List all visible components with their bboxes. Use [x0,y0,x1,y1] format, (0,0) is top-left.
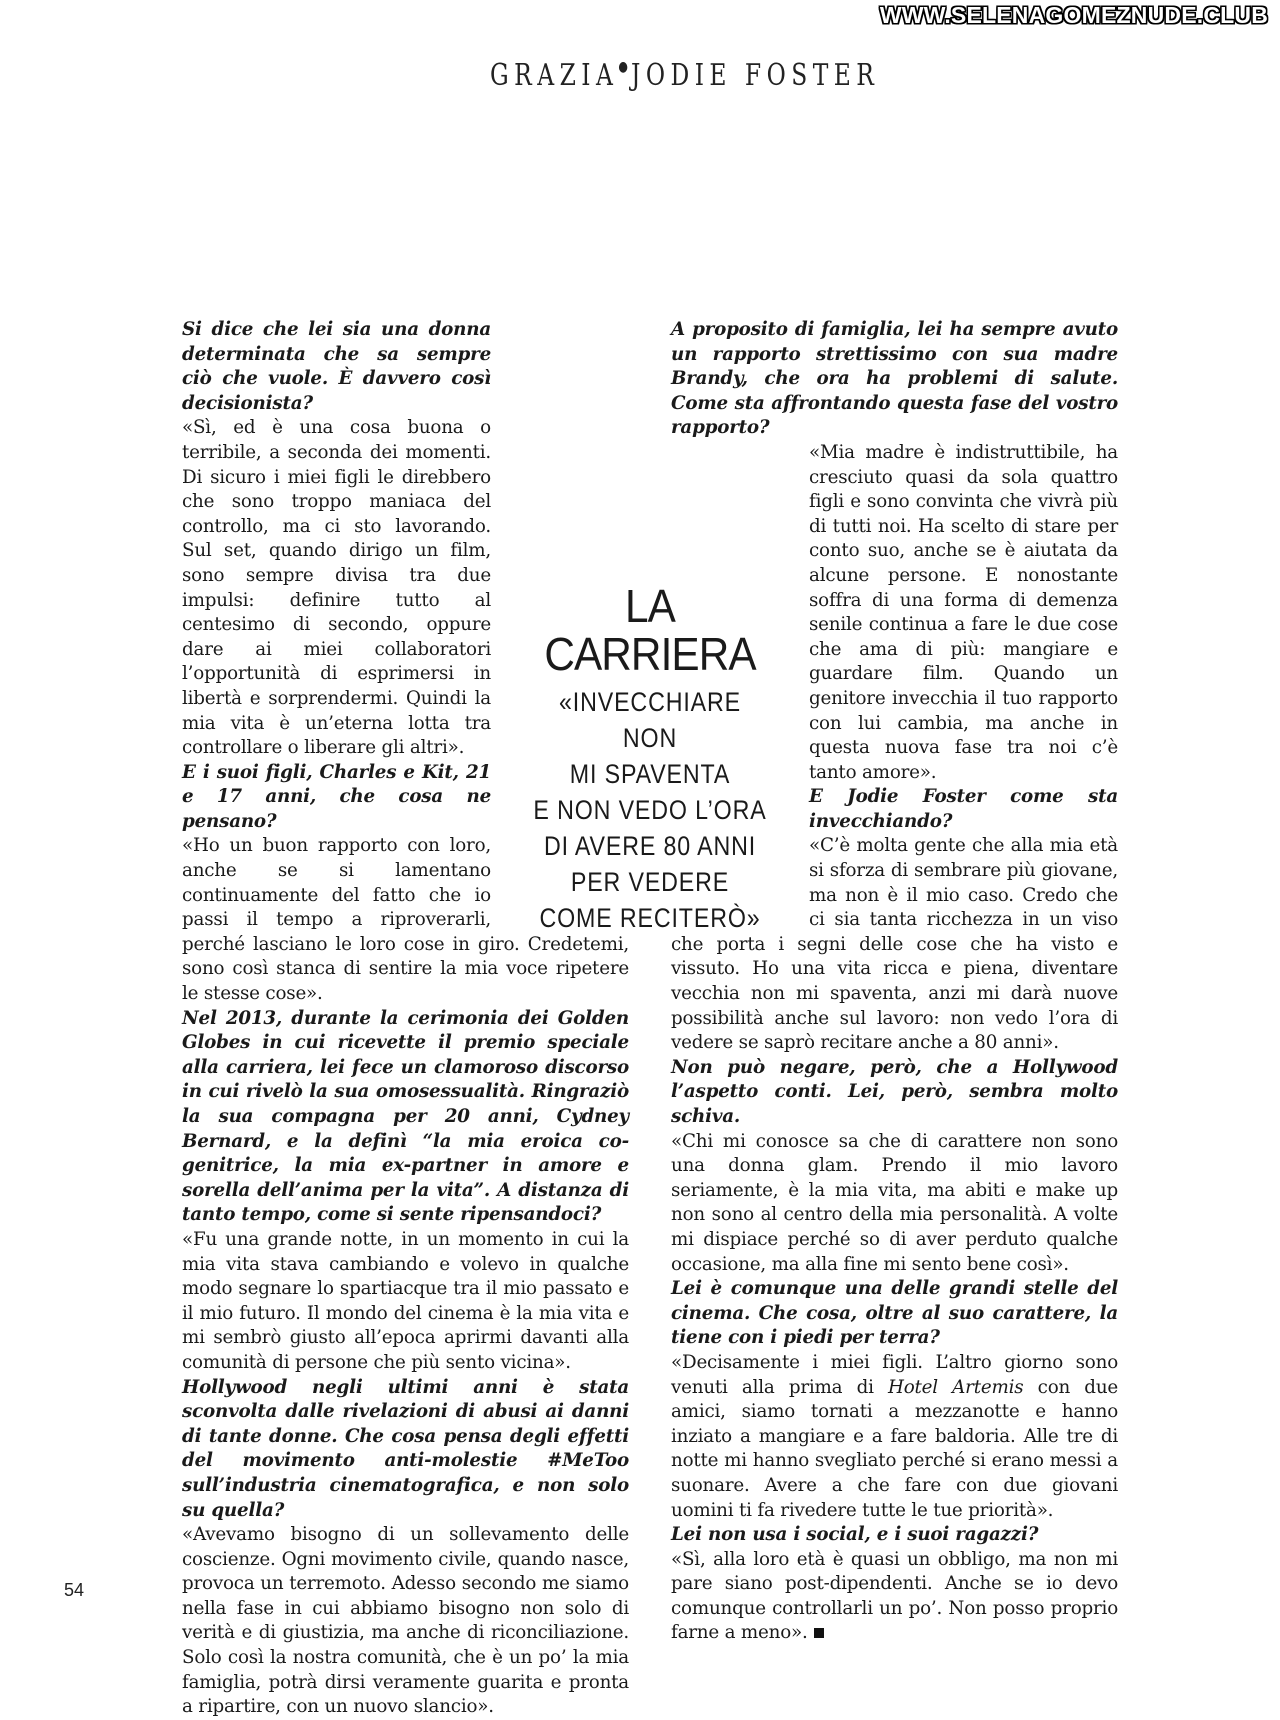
answer: «C’è molta gente che alla mia età si sforza di sembrare più giovane, ma non è il mio caso. Credo che ci sia tanta ricchezza in un viso che porta i segni delle cose che ha visto e vissuto. Ho una vita ricca e piena, diventare vecchia non mi spaventa, anzi mi darà nuove possibilità anche sul lavoro: non vedo l’ora di vedere se saprò recitare anche a 80 anni». [671,835,1118,1054]
answer: «Mia madre è indistruttibile, ha cresciuto quasi da sola quattro figli e sono convinta che vivrà più di tutti noi. Ha scelto di stare per conto suo, anche se è aiutata da alcune persone. E nonostante soffra di una forma di demenza senile continua a fare le due cose che ama di più: mangiare e guardare film. Quando un genitore invecchia il tuo rapporto con lui cambia, ma anche in questa nuova fase tra noi c’è tanto amore». [809,441,1118,783]
watermark: WWW.SELENAGOMEZNUDE.CLUB [879,2,1268,28]
film-title: Hotel Artemis [887,1376,1024,1398]
pullquote-title-line: CARRIERA [544,628,756,680]
question: Lei è comunque una delle grandi stelle del cinema. Che cosa, oltre al suo carattere, la tiene con i piedi per terra? [671,1278,1118,1349]
pullquote-line: DI AVERE 80 ANNI [543,831,757,861]
pullquote-line: PER VEDERE [570,867,730,897]
pullquote [510,582,790,936]
question: Lei non usa i social, e i suoi ragazzi? [671,1524,1039,1546]
bullet-icon: ● [618,59,632,75]
answer [671,1351,1118,1523]
pullquote-text [530,684,771,936]
right-column [671,318,1118,1646]
question: E Jodie Foster come sta invecchiando? [809,786,1118,832]
answer-text: «Sì, alla loro età è quasi un obbligo, ma non mi pare siano post-dipendenti. Anche se io devo comunque controllarli un po’. Non posso proprio farne a meno». [671,1548,1118,1644]
end-of-article-icon [814,1628,824,1638]
answer: «Fu una grande notte, in un momento in cui la mia vita stava cambiando e volevo in qualche modo segnare lo spartiacque tra il mio passato e il mio futuro. Il mondo del cinema è la mia vita e mi sembrò giusto all’epoca aprirmi davanti alla comunità di persone che più sento vicina». [182,1228,629,1373]
question: Hollywood negli ultimi anni è stata sconvolta dalle rivelazioni di abusi ai danni di tante donne. Che cosa pensa degli effetti del movimento anti-molestie #MeToo sull’industria cinematografica, e non solo su quella? [182,1376,629,1521]
answer: «Avevamo bisogno di un sollevamento delle coscienze. Ogni movimento civile, quando nasce, provoca un terremoto. Adesso secondo me siamo nella fase in cui abbiamo bisogno non solo di verità e di giustizia, ma anche di riconciliazione. Solo così la nostra comunità, che è un po’ la mia famiglia, potrà dirsi veramente guarita e pronta a ripartire, con un nuovo slancio». [182,1524,629,1718]
pullquote-line: MI SPAVENTA [569,759,731,789]
left-column [182,318,629,1720]
question: A proposito di famiglia, lei ha sempre avuto un rapporto strettissimo con sua madre Brandy, che ora ha problemi di salute. Come sta affrontando questa fase del vostro rapporto? [671,319,1118,439]
question: E i suoi figli, Charles e Kit, 21 e 17 anni, che cosa ne pensano? [182,761,491,832]
page-number: 54 [64,1580,85,1600]
answer-part: «Decisamente i miei figli. L’altro giorno sono venuti alla prima di [671,1351,1118,1398]
answer: «Ho un buon rapporto con loro, anche se si lamentano continuamente del fatto che io passi il tempo a riproverarli, perché lasciano le loro cose in giro. Credetemi, sono così stanca di sentire la mia voce ripetere le stesse cose». [182,835,629,1005]
pullquote-line: E NON VEDO L’ORA [533,795,767,825]
question: Nel 2013, durante la cerimonia dei Golden Globes in cui ricevette il premio speciale alla carriera, lei fece un clamoroso discorso in cui rivelò la sua omosessualità. Ringraziò la sua compagna per 20 anni, Cydney Bernard, e la definì “la mia eroica co-genitrice, la mia ex-partner in amore e sorella dell’anima per la vita”. A distanza di tanto tempo, come si sente ripensandoci? [182,1007,629,1226]
pullquote-title [521,582,779,678]
answer [671,1548,1118,1646]
question: Non può negare, però, che a Hollywood l’aspetto conti. Lei, però, sembra molto schiva. [671,1056,1118,1127]
magazine-brand: GRAZIA [490,58,619,93]
pullquote-line: «INVECCHIARE NON [559,687,741,753]
article-subject: JODIE FOSTER [631,58,880,93]
question: Si dice che lei sia una donna determinata che sa sempre ciò che vuole. È davvero così decisionista? [182,319,491,414]
running-head [490,58,879,93]
pullquote-line: COME RECITERÒ» [539,903,761,933]
answer: «Chi mi conosce sa che di carattere non sono una donna glam. Prendo il mio lavoro seriamente, è la mia vita, ma abiti e make up non sono al centro della mia personalità. A volte mi dispiace perché so di aver perduto qualche occasione, ma alla fine mi sento bene così». [671,1130,1118,1275]
answer: «Sì, ed è una cosa buona o terribile, a seconda dei momenti. Di sicuro i miei figli le direbbero che sono troppo maniaca del controllo, ma ci sto lavorando. Sul set, quando dirigo un film, sono sempre divisa tra due impulsi: definire tutto al centesimo di secondo, oppure dare ai miei collaboratori l’opportunità di esprimersi in libertà e sorprendermi. Quindi la mia vita è un’eterna lotta tra controllare o liberare gli altri». [182,417,491,759]
answer-part: con due amici, siamo tornati a mezzanotte e hanno inziato a mangiare e a fare baldoria. Alle tre di notte mi hanno svegliato perché si erano messi a suonare. Avere a che fare con due giovani uomini ti fa rivedere tutte le tue priorità». [671,1376,1119,1521]
pullquote-title-line: LA [625,580,675,632]
